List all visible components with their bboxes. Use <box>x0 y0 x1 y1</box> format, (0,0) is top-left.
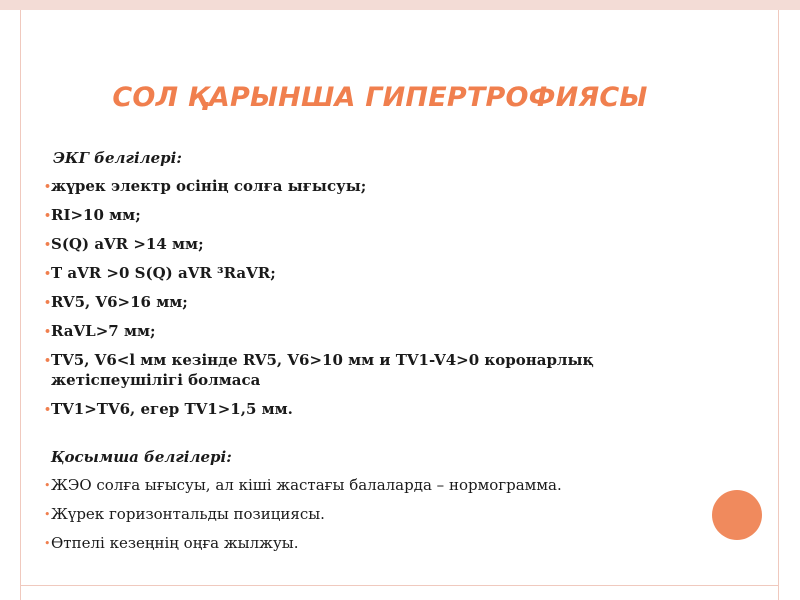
list-item-text: S(Q) aVR >14 мм; <box>51 235 204 253</box>
additional-signs-heading: Қосымша белгілері: <box>51 448 232 466</box>
list-item-text: RaVL>7 мм; <box>51 322 156 340</box>
bullet-icon: • <box>44 267 52 280</box>
list-item <box>44 321 724 341</box>
list-item <box>44 350 691 390</box>
list-item-text: RV5, V6>16 мм; <box>51 293 188 311</box>
bullet-icon: • <box>44 296 52 309</box>
section-spacer <box>44 419 724 447</box>
bullet-icon: • <box>44 209 52 222</box>
slide-bottom-border <box>20 585 779 586</box>
list-item <box>44 234 724 254</box>
list-item-text: RI>10 мм; <box>51 206 141 224</box>
slide-top-band <box>0 0 800 10</box>
bullet-icon: • <box>44 325 52 338</box>
list-item <box>44 475 724 495</box>
list-item <box>44 263 724 283</box>
slide-title: СОЛ ҚАРЫНША ГИПЕРТРОФИЯСЫ <box>112 82 648 113</box>
list-item <box>44 176 724 196</box>
bullet-icon: • <box>44 180 52 193</box>
bullet-icon: • <box>44 537 51 550</box>
ecg-signs-heading: ЭКГ белгілері: <box>53 149 182 167</box>
list-item-text: T aVR >0 S(Q) aVR ³RaVR; <box>51 264 276 282</box>
list-item <box>44 292 724 312</box>
list-item-text: TV1>TV6, егер TV1>1,5 мм. <box>51 400 293 418</box>
list-item-text: Жүрек горизонтальды позициясы. <box>51 505 325 523</box>
list-item-text: ЖЭО солға ығысуы, ал кіші жастағы балаларда – нормограмма. <box>51 476 562 494</box>
list-item-text: TV5, V6<l мм кезінде RV5, V6>10 мм и TV1-V4>0 коронарлық жетіспеушілігі болмаса <box>51 351 594 389</box>
bullet-icon: • <box>44 508 51 521</box>
list-item <box>44 205 724 225</box>
bullet-icon: • <box>44 354 52 367</box>
slide-body <box>44 148 724 553</box>
list-item-text: жүрек электр осінің солға ығысуы; <box>51 177 367 195</box>
list-item <box>44 399 724 419</box>
list-item <box>44 504 724 524</box>
bullet-icon: • <box>44 479 51 492</box>
list-item-text: Өтпелі кезеңнің оңға жылжуы. <box>51 534 299 552</box>
slide-right-border <box>778 10 779 600</box>
list-item <box>44 533 724 553</box>
bullet-icon: • <box>44 403 52 416</box>
bullet-icon: • <box>44 238 52 251</box>
